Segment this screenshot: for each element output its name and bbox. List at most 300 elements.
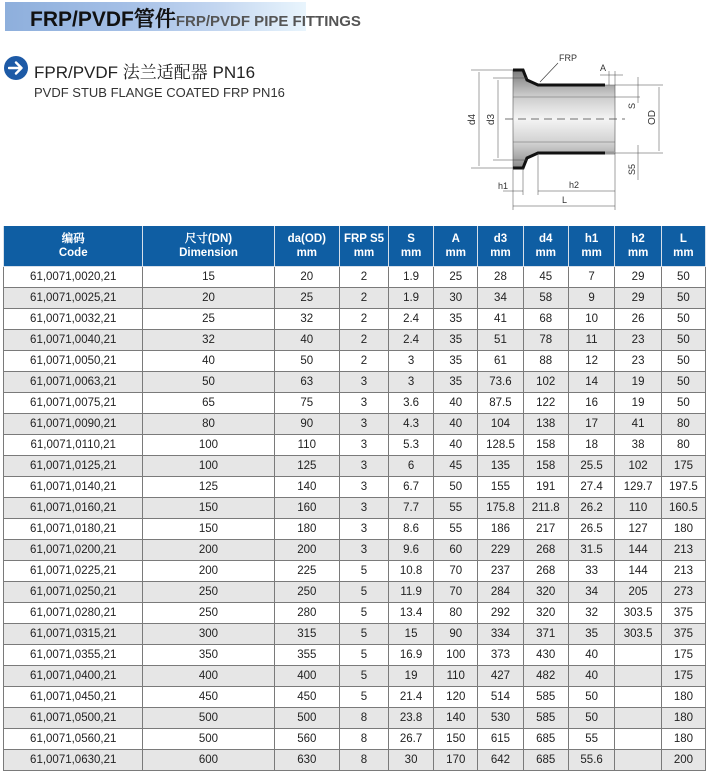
table-cell: 32	[143, 330, 274, 351]
table-cell: 642	[478, 750, 523, 771]
table-cell: 100	[143, 435, 274, 456]
table-cell: 45	[434, 456, 478, 477]
table-cell: 3	[340, 414, 389, 435]
table-cell: 90	[274, 414, 340, 435]
cell-code: 61,0071,0250,21	[4, 582, 143, 603]
table-cell: 180	[661, 708, 705, 729]
table-cell: 110	[434, 666, 478, 687]
table-cell: 34	[568, 582, 614, 603]
table-cell: 127	[615, 519, 661, 540]
table-cell: 5	[340, 687, 389, 708]
table-cell: 3	[340, 540, 389, 561]
table-cell: 180	[661, 687, 705, 708]
svg-text:S: S	[627, 102, 637, 109]
svg-text:L: L	[562, 195, 568, 205]
table-cell: 158	[523, 456, 568, 477]
svg-text:d3: d3	[486, 113, 497, 125]
column-header-line2: mm	[296, 247, 318, 259]
table-row	[4, 519, 706, 540]
dimensions-table	[3, 226, 706, 771]
table-row	[4, 603, 706, 624]
table-cell: 3	[340, 456, 389, 477]
column-header	[615, 226, 661, 267]
table-cell: 6	[388, 456, 433, 477]
section-subtitle: PVDF STUB FLANGE COATED FRP PN16	[34, 85, 285, 100]
svg-text:d4: d4	[467, 113, 478, 125]
table-cell: 170	[434, 750, 478, 771]
table-cell: 68	[523, 309, 568, 330]
column-header-line1: h2	[631, 233, 645, 245]
column-header-line1: L	[679, 233, 687, 245]
table-cell: 600	[143, 750, 274, 771]
cell-code: 61,0071,0315,21	[4, 624, 143, 645]
table-row	[4, 288, 706, 309]
table-cell: 585	[523, 708, 568, 729]
table-cell: 3	[340, 435, 389, 456]
table-cell: 23.8	[388, 708, 433, 729]
table-row	[4, 540, 706, 561]
cell-code: 61,0071,0560,21	[4, 729, 143, 750]
table-cell: 3	[388, 372, 433, 393]
table-cell: 630	[274, 750, 340, 771]
table-cell: 135	[478, 456, 523, 477]
table-cell: 21.4	[388, 687, 433, 708]
column-header	[388, 226, 433, 267]
table-cell: 292	[478, 603, 523, 624]
table-cell: 1.9	[388, 288, 433, 309]
column-header-line1: A	[451, 233, 460, 245]
table-row	[4, 309, 706, 330]
table-cell: 225	[274, 561, 340, 582]
table-row	[4, 414, 706, 435]
column-header-line2: mm	[445, 247, 466, 259]
table-cell: 40	[274, 330, 340, 351]
table-cell: 102	[615, 456, 661, 477]
table-cell: 197.5	[661, 477, 705, 498]
table-cell: 128.5	[478, 435, 523, 456]
table-cell: 250	[274, 582, 340, 603]
table-header-row	[4, 226, 706, 267]
table-cell: 16.9	[388, 645, 433, 666]
table-cell: 500	[143, 708, 274, 729]
table-row	[4, 393, 706, 414]
table-cell: 26	[615, 309, 661, 330]
table-cell: 25	[434, 267, 478, 288]
table-cell: 27.4	[568, 477, 614, 498]
table-cell: 373	[478, 645, 523, 666]
table-row	[4, 708, 706, 729]
table-cell: 140	[434, 708, 478, 729]
table-cell: 13.4	[388, 603, 433, 624]
cell-code: 61,0071,0110,21	[4, 435, 143, 456]
table-cell: 5	[340, 645, 389, 666]
table-cell: 125	[274, 456, 340, 477]
column-header	[568, 226, 614, 267]
table-cell	[615, 666, 661, 687]
table-cell: 50	[274, 351, 340, 372]
table-cell: 200	[661, 750, 705, 771]
table-row	[4, 582, 706, 603]
column-header-line1: da(OD)	[287, 233, 326, 245]
table-cell: 50	[143, 372, 274, 393]
table-cell: 450	[143, 687, 274, 708]
table-cell: 25	[274, 288, 340, 309]
table-cell: 560	[274, 729, 340, 750]
table-cell: 175	[661, 666, 705, 687]
table-cell: 100	[143, 456, 274, 477]
table-cell: 78	[523, 330, 568, 351]
column-header-line2: Code	[58, 247, 88, 259]
table-cell: 7	[568, 267, 614, 288]
svg-text:h1: h1	[498, 181, 509, 191]
table-cell: 427	[478, 666, 523, 687]
table-cell: 41	[615, 414, 661, 435]
table-cell: 102	[523, 372, 568, 393]
table-cell: 2	[340, 351, 389, 372]
table-cell: 63	[274, 372, 340, 393]
table-cell: 200	[274, 540, 340, 561]
table-cell: 8	[340, 708, 389, 729]
title-english: FRP/PVDF PIPE FITTINGS	[175, 13, 361, 30]
table-cell: 80	[661, 435, 705, 456]
table-cell: 175	[661, 456, 705, 477]
table-cell: 350	[143, 645, 274, 666]
table-cell: 55	[568, 729, 614, 750]
table-cell: 268	[523, 540, 568, 561]
table-cell: 26.7	[388, 729, 433, 750]
table-cell: 87.5	[478, 393, 523, 414]
table-cell: 213	[661, 540, 705, 561]
table-cell: 110	[274, 435, 340, 456]
table-cell: 104	[478, 414, 523, 435]
table-cell: 23	[615, 351, 661, 372]
table-cell: 205	[615, 582, 661, 603]
table-cell: 8	[340, 729, 389, 750]
table-cell: 32	[274, 309, 340, 330]
table-cell: 200	[143, 561, 274, 582]
table-cell: 160.5	[661, 498, 705, 519]
table-cell: 158	[523, 435, 568, 456]
table-cell: 7.7	[388, 498, 433, 519]
svg-text:h2: h2	[569, 180, 580, 190]
table-cell: 175.8	[478, 498, 523, 519]
column-header-line1: d3	[493, 233, 508, 245]
cell-code: 61,0071,0200,21	[4, 540, 143, 561]
cell-code: 61,0071,0020,21	[4, 267, 143, 288]
table-cell: 50	[661, 267, 705, 288]
table-cell: 55	[434, 498, 478, 519]
table-cell: 80	[661, 414, 705, 435]
table-cell: 51	[478, 330, 523, 351]
cell-code: 61,0071,0040,21	[4, 330, 143, 351]
column-header	[478, 226, 523, 267]
table-cell: 315	[274, 624, 340, 645]
table-cell: 35	[568, 624, 614, 645]
table-cell: 38	[615, 435, 661, 456]
cell-code: 61,0071,0630,21	[4, 750, 143, 771]
table-cell: 3	[340, 519, 389, 540]
section-title: FPR/PVDF 法兰适配器 PN16	[34, 63, 256, 82]
table-cell: 5.3	[388, 435, 433, 456]
table-cell: 50	[661, 372, 705, 393]
table-cell: 25	[143, 309, 274, 330]
table-cell: 40	[434, 414, 478, 435]
cell-code: 61,0071,0032,21	[4, 309, 143, 330]
table-cell: 530	[478, 708, 523, 729]
table-cell: 61	[478, 351, 523, 372]
table-cell: 229	[478, 540, 523, 561]
column-header-line1: 编码	[61, 233, 85, 245]
table-cell: 300	[143, 624, 274, 645]
table-cell: 482	[523, 666, 568, 687]
table-cell: 8	[340, 750, 389, 771]
table-cell: 125	[143, 477, 274, 498]
table-cell: 50	[434, 477, 478, 498]
table-cell: 50	[661, 288, 705, 309]
cell-code: 61,0071,0225,21	[4, 561, 143, 582]
svg-text:OD: OD	[647, 110, 658, 125]
table-row	[4, 624, 706, 645]
table-cell: 186	[478, 519, 523, 540]
table-cell: 15	[143, 267, 274, 288]
column-header-line2: mm	[627, 247, 649, 259]
table-cell: 50	[661, 351, 705, 372]
table-cell: 237	[478, 561, 523, 582]
table-cell: 11.9	[388, 582, 433, 603]
table-cell	[615, 729, 661, 750]
table-cell: 585	[523, 687, 568, 708]
table-cell: 10.8	[388, 561, 433, 582]
cell-code: 61,0071,0160,21	[4, 498, 143, 519]
table-cell	[615, 708, 661, 729]
table-cell: 450	[274, 687, 340, 708]
table-row	[4, 435, 706, 456]
column-header	[661, 226, 705, 267]
table-cell: 40	[143, 351, 274, 372]
table-cell: 303.5	[615, 624, 661, 645]
table-cell: 12	[568, 351, 614, 372]
table-cell: 120	[434, 687, 478, 708]
cell-code: 61,0071,0280,21	[4, 603, 143, 624]
table-row	[4, 729, 706, 750]
svg-text:S5: S5	[627, 163, 637, 175]
table-body	[4, 267, 706, 771]
table-cell: 16	[568, 393, 614, 414]
column-header-line2: mm	[581, 247, 602, 259]
table-cell: 41	[478, 309, 523, 330]
table-row	[4, 498, 706, 519]
page-title	[30, 3, 361, 33]
cell-code: 61,0071,0125,21	[4, 456, 143, 477]
column-header	[434, 226, 478, 267]
table-cell: 685	[523, 750, 568, 771]
stub-flange-diagram	[455, 45, 705, 210]
table-cell: 50	[568, 687, 614, 708]
table-cell: 33	[568, 561, 614, 582]
cell-code: 61,0071,0450,21	[4, 687, 143, 708]
table-cell	[615, 645, 661, 666]
table-cell: 250	[143, 582, 274, 603]
column-header-line1: d4	[539, 233, 553, 245]
column-header-line1: S	[407, 233, 415, 245]
table-cell: 150	[143, 519, 274, 540]
table-cell: 3.6	[388, 393, 433, 414]
table-cell: 29	[615, 267, 661, 288]
table-cell: 70	[434, 582, 478, 603]
table-cell: 284	[478, 582, 523, 603]
column-header-line1: h1	[584, 233, 599, 245]
table-cell	[615, 687, 661, 708]
cell-code: 61,0071,0050,21	[4, 351, 143, 372]
table-cell: 150	[143, 498, 274, 519]
table-cell: 80	[143, 414, 274, 435]
table-cell: 20	[143, 288, 274, 309]
table-cell: 26.2	[568, 498, 614, 519]
table-cell: 200	[143, 540, 274, 561]
table-cell: 303.5	[615, 603, 661, 624]
table-row	[4, 330, 706, 351]
table-cell: 400	[143, 666, 274, 687]
table-cell: 100	[434, 645, 478, 666]
column-header	[340, 226, 389, 267]
table-cell: 5	[340, 582, 389, 603]
table-cell: 50	[661, 393, 705, 414]
table-cell: 500	[143, 729, 274, 750]
table-cell: 80	[434, 603, 478, 624]
table-row	[4, 561, 706, 582]
table-cell: 213	[661, 561, 705, 582]
table-cell: 320	[523, 603, 568, 624]
table-cell: 217	[523, 519, 568, 540]
table-cell: 11	[568, 330, 614, 351]
table-cell: 9.6	[388, 540, 433, 561]
table-cell: 50	[661, 309, 705, 330]
table-cell: 273	[661, 582, 705, 603]
table-cell: 140	[274, 477, 340, 498]
table-cell: 3	[340, 372, 389, 393]
cell-code: 61,0071,0500,21	[4, 708, 143, 729]
table-cell: 19	[388, 666, 433, 687]
column-header-line2: mm	[400, 247, 422, 259]
table-cell: 160	[274, 498, 340, 519]
table-row	[4, 351, 706, 372]
table-cell: 155	[478, 477, 523, 498]
table-row	[4, 267, 706, 288]
table-cell: 19	[615, 393, 661, 414]
table-cell: 500	[274, 708, 340, 729]
table-cell: 28	[478, 267, 523, 288]
table-cell: 40	[434, 393, 478, 414]
table-cell: 175	[661, 645, 705, 666]
table-cell: 35	[434, 351, 478, 372]
table-row	[4, 687, 706, 708]
table-cell: 34	[478, 288, 523, 309]
table-cell: 25.5	[568, 456, 614, 477]
table-cell: 138	[523, 414, 568, 435]
table-cell: 122	[523, 393, 568, 414]
table-cell: 17	[568, 414, 614, 435]
table-cell: 30	[434, 288, 478, 309]
table-cell: 685	[523, 729, 568, 750]
cell-code: 61,0071,0025,21	[4, 288, 143, 309]
svg-text:A: A	[600, 63, 607, 73]
column-header-line1: 尺寸(DN)	[184, 233, 233, 245]
table-cell: 15	[388, 624, 433, 645]
table-cell: 45	[523, 267, 568, 288]
table-cell: 75	[274, 393, 340, 414]
table-cell: 2	[340, 267, 389, 288]
column-header	[274, 226, 340, 267]
column-header	[143, 226, 274, 267]
table-cell: 3	[340, 477, 389, 498]
table-cell	[615, 750, 661, 771]
table-cell: 8.6	[388, 519, 433, 540]
cell-code: 61,0071,0400,21	[4, 666, 143, 687]
table-cell: 5	[340, 624, 389, 645]
table-cell: 2.4	[388, 330, 433, 351]
table-cell: 60	[434, 540, 478, 561]
table-cell: 5	[340, 666, 389, 687]
table-cell: 250	[143, 603, 274, 624]
table-cell: 191	[523, 477, 568, 498]
table-cell: 18	[568, 435, 614, 456]
table-row	[4, 456, 706, 477]
table-cell: 2.4	[388, 309, 433, 330]
table-cell: 3	[340, 393, 389, 414]
table-cell: 30	[388, 750, 433, 771]
table-cell: 110	[615, 498, 661, 519]
table-cell: 615	[478, 729, 523, 750]
cell-code: 61,0071,0063,21	[4, 372, 143, 393]
table-cell: 90	[434, 624, 478, 645]
column-header-line1: FRP S5	[343, 233, 385, 245]
table-cell: 40	[568, 645, 614, 666]
column-header-line2: mm	[673, 247, 694, 259]
column-header-line2: Dimension	[179, 247, 238, 259]
table-cell: 9	[568, 288, 614, 309]
table-cell: 268	[523, 561, 568, 582]
table-cell: 180	[274, 519, 340, 540]
column-header-line2: mm	[490, 247, 511, 259]
table-cell: 19	[615, 372, 661, 393]
table-row	[4, 666, 706, 687]
table-cell: 400	[274, 666, 340, 687]
table-cell: 5	[340, 561, 389, 582]
table-cell: 1.9	[388, 267, 433, 288]
table-row	[4, 645, 706, 666]
table-cell: 55.6	[568, 750, 614, 771]
table-cell: 150	[434, 729, 478, 750]
table-cell: 35	[434, 330, 478, 351]
table-cell: 514	[478, 687, 523, 708]
cell-code: 61,0071,0140,21	[4, 477, 143, 498]
table-cell: 180	[661, 729, 705, 750]
table-cell: 35	[434, 309, 478, 330]
table-row	[4, 372, 706, 393]
cell-code: 61,0071,0355,21	[4, 645, 143, 666]
table-cell: 371	[523, 624, 568, 645]
table-cell: 2	[340, 330, 389, 351]
table-cell: 20	[274, 267, 340, 288]
table-cell: 32	[568, 603, 614, 624]
cell-code: 61,0071,0090,21	[4, 414, 143, 435]
table-cell: 35	[434, 372, 478, 393]
column-header-line2: mm	[353, 247, 375, 259]
table-cell: 6.7	[388, 477, 433, 498]
table-cell: 355	[274, 645, 340, 666]
table-cell: 3	[340, 498, 389, 519]
table-cell: 40	[568, 666, 614, 687]
